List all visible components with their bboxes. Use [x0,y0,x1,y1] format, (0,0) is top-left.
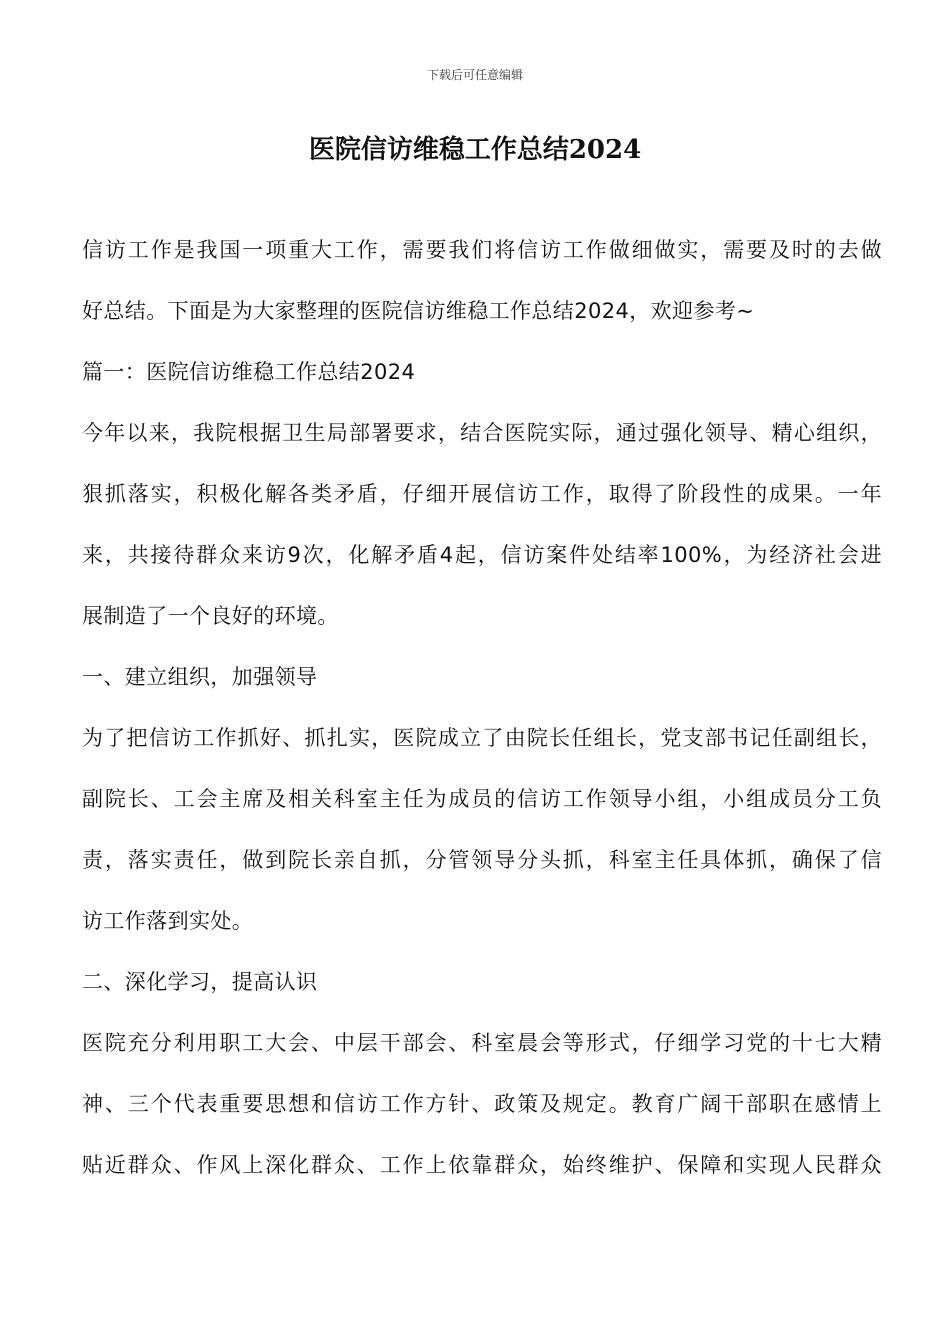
text-line: 来，共接待群众来访9次，化解矛盾4起，信访案件处结率100%，为经济社会进 [82,543,882,567]
header-note: 下载后可任意编辑 [426,68,523,82]
text-line: 为了把信访工作抓好、抓扎实，医院成立了由院长任组长，党支部书记任副组长， [82,726,882,750]
text-line: 展制造了一个良好的环境。 [82,604,339,628]
text-line: 信访工作是我国一项重大工作，需要我们将信访工作做细做实，需要及时的去做 [82,238,882,262]
text-line: 责，落实责任，做到院长亲自抓，分管领导分头抓，科室主任具体抓，确保了信 [82,848,882,872]
text-line: 今年以来，我院根据卫生局部署要求，结合医院实际，通过强化领导、精心组织， [82,421,882,445]
text-line: 访工作落到实处。 [82,909,254,933]
text-line: 篇一：医院信访维稳工作总结2024 [82,360,416,384]
text-line: 一、建立组织，加强领导 [82,665,318,689]
text-line: 狠抓落实，积极化解各类矛盾，仔细开展信访工作，取得了阶段性的成果。一年 [82,482,882,506]
document-body [82,220,882,1196]
text-line: 二、深化学习，提高认识 [82,970,318,994]
text-line: 神、三个代表重要思想和信访工作方针、政策及规定。教育广阔干部职在感情上 [82,1092,882,1116]
text-line: 副院长、工会主席及相关科室主任为成员的信访工作领导小组，小组成员分工负 [82,787,882,811]
text-line: 医院充分利用职工大会、中层干部会、科室晨会等形式，仔细学习党的十七大精 [82,1031,882,1055]
text-line: 好总结。下面是为大家整理的医院信访维稳工作总结2024，欢迎参考~ [82,299,755,323]
document-title: 医院信访维稳工作总结2024 [308,135,642,165]
text-line: 贴近群众、作风上深化群众、工作上依靠群众，始终维护、保障和实现人民群众 [82,1153,882,1177]
